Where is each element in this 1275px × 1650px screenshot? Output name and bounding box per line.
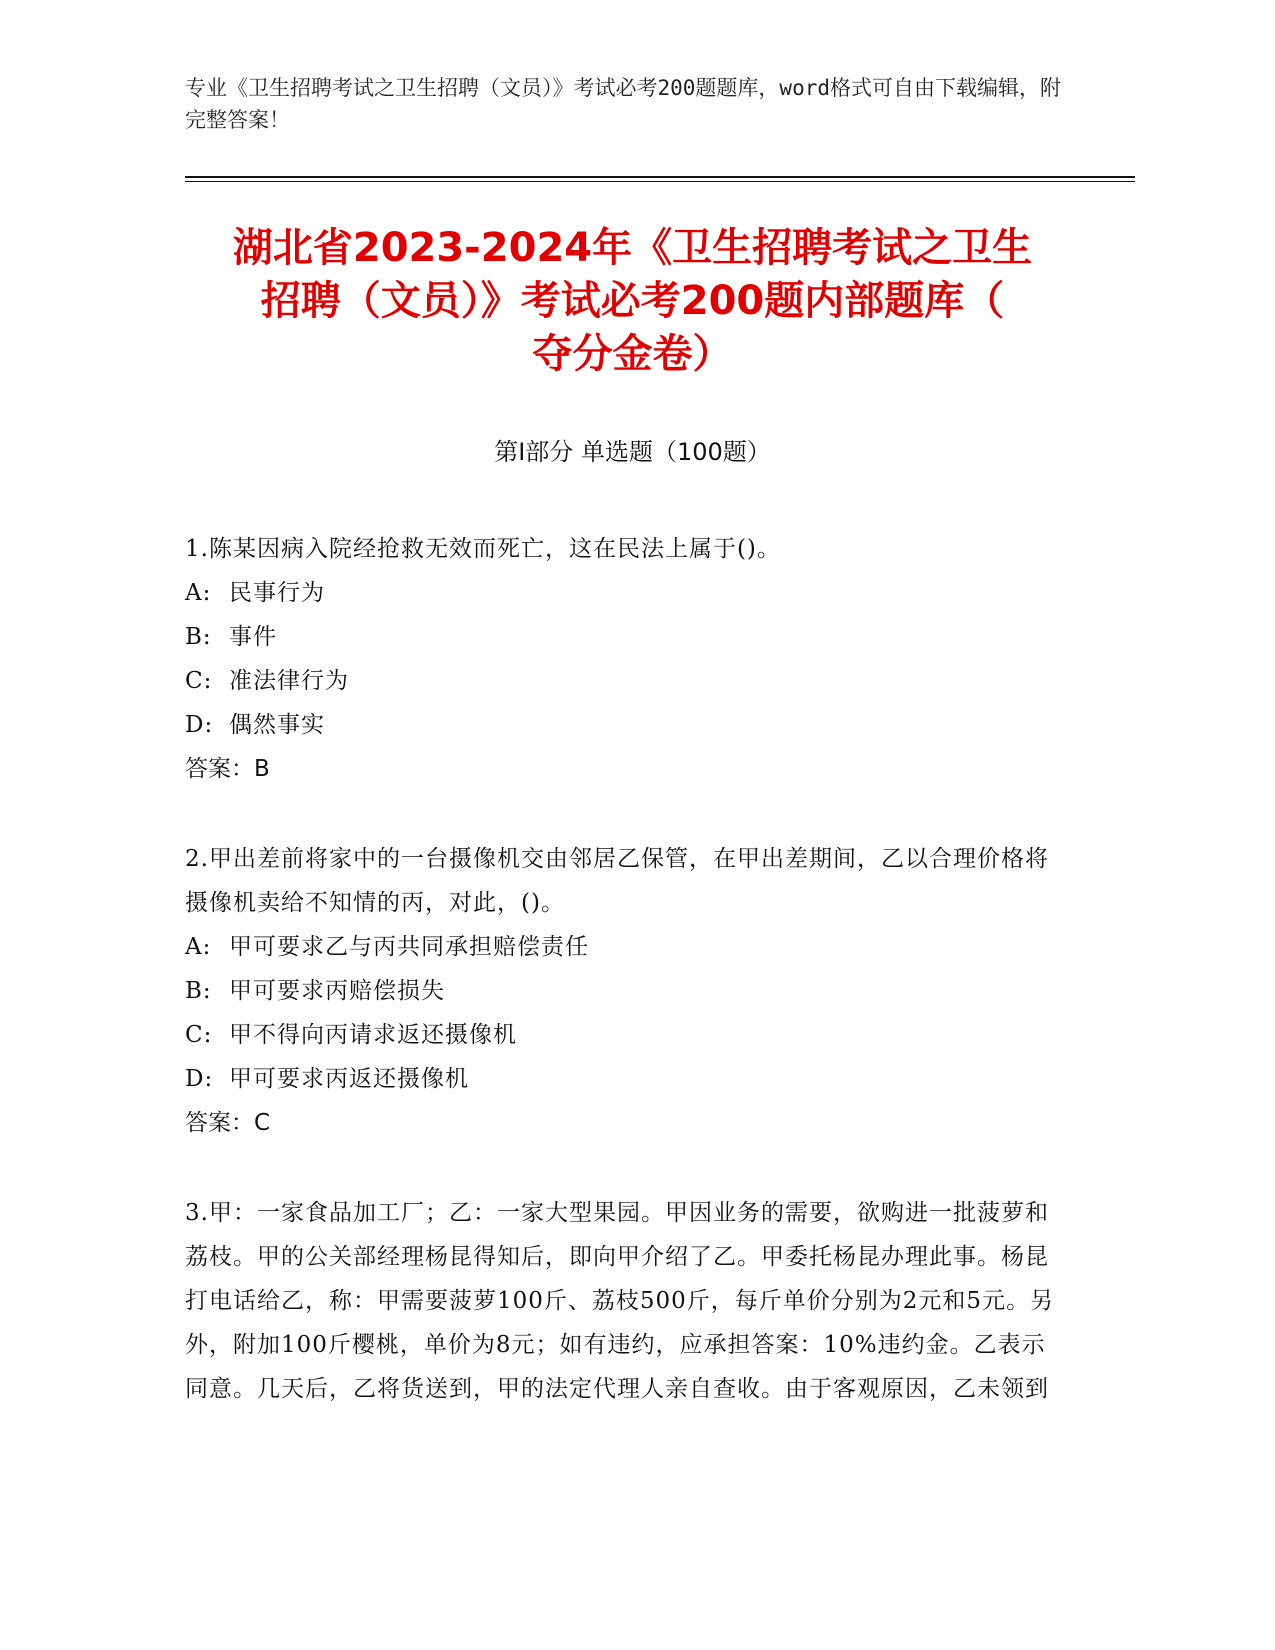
option-text: 事件 [229, 624, 277, 650]
option-text: 民事行为 [229, 580, 325, 606]
question-stem: 1.陈某因病入院经抢救无效而死亡，这在民法上属于()。 [185, 536, 781, 562]
option-d [185, 1057, 1065, 1101]
option-text: 甲可要求乙与丙共同承担赔偿责任 [229, 934, 589, 960]
option-text: 甲不得向丙请求返还摄像机 [229, 1022, 517, 1048]
document-title [185, 222, 1080, 381]
option-d [185, 703, 1065, 747]
header-note: 专业《卫生招聘考试之卫生招聘（文员）》考试必考200题题库，word格式可自由下载编辑，附完整答案！ [185, 76, 1061, 132]
option-letter: C: [185, 1022, 213, 1048]
option-letter: A: [185, 934, 212, 960]
answer-line: 答案：B [185, 756, 270, 782]
option-b [185, 969, 1065, 1013]
option-text: 甲可要求丙返还摄像机 [229, 1066, 469, 1092]
question-stem: 2.甲出差前将家中的一台摄像机交由邻居乙保管，在甲出差期间，乙以合理价格将摄像机卖给不知情的丙，对此，()。 [185, 846, 1049, 916]
option-letter: B: [185, 624, 212, 650]
title-line-3: 夺分金卷） [532, 331, 733, 377]
option-text: 甲可要求丙赔偿损失 [229, 978, 445, 1004]
option-letter: D: [185, 1066, 214, 1092]
option-a [185, 571, 1065, 615]
header-rule-thin [185, 181, 1135, 182]
question-list [185, 527, 1065, 1457]
option-letter: A: [185, 580, 212, 606]
question-1 [185, 527, 1065, 791]
option-c [185, 659, 1065, 703]
question-2 [185, 837, 1065, 1145]
option-text: 偶然事实 [229, 712, 325, 738]
option-letter: B: [185, 978, 212, 1004]
answer-line: 答案：C [185, 1110, 271, 1136]
header-rule-thick [185, 176, 1135, 178]
question-stem: 3.甲：一家食品加工厂；乙：一家大型果园。甲因业务的需要，欲购进一批菠萝和荔枝。甲的公关部经理杨昆得知后，即向甲介绍了乙。甲委托杨昆办理此事。杨昆打电话给乙，称：甲需要菠萝100斤、荔枝500斤，每斤单价分别为2元和5元。另外，附加100斤樱桃，单价为8元；如有违约，应承担答案：10%违约金。乙表示同意。几天后，乙将货送到，甲的法定代理人亲自查收。由于客观原因，乙未领到 [185, 1200, 1055, 1402]
option-letter: D: [185, 712, 214, 738]
title-line-1: 湖北省2023-2024年《卫生招聘考试之卫生 [232, 225, 1033, 271]
option-letter: C: [185, 668, 213, 694]
question-3 [185, 1191, 1065, 1411]
option-text: 准法律行为 [229, 668, 349, 694]
title-line-2: 招聘（文员）》考试必考200题内部题库（ [260, 278, 1005, 324]
option-b [185, 615, 1065, 659]
section-heading: 第Ⅰ部分 单选题（100题） [494, 438, 771, 466]
option-c [185, 1013, 1065, 1057]
option-a [185, 925, 1065, 969]
